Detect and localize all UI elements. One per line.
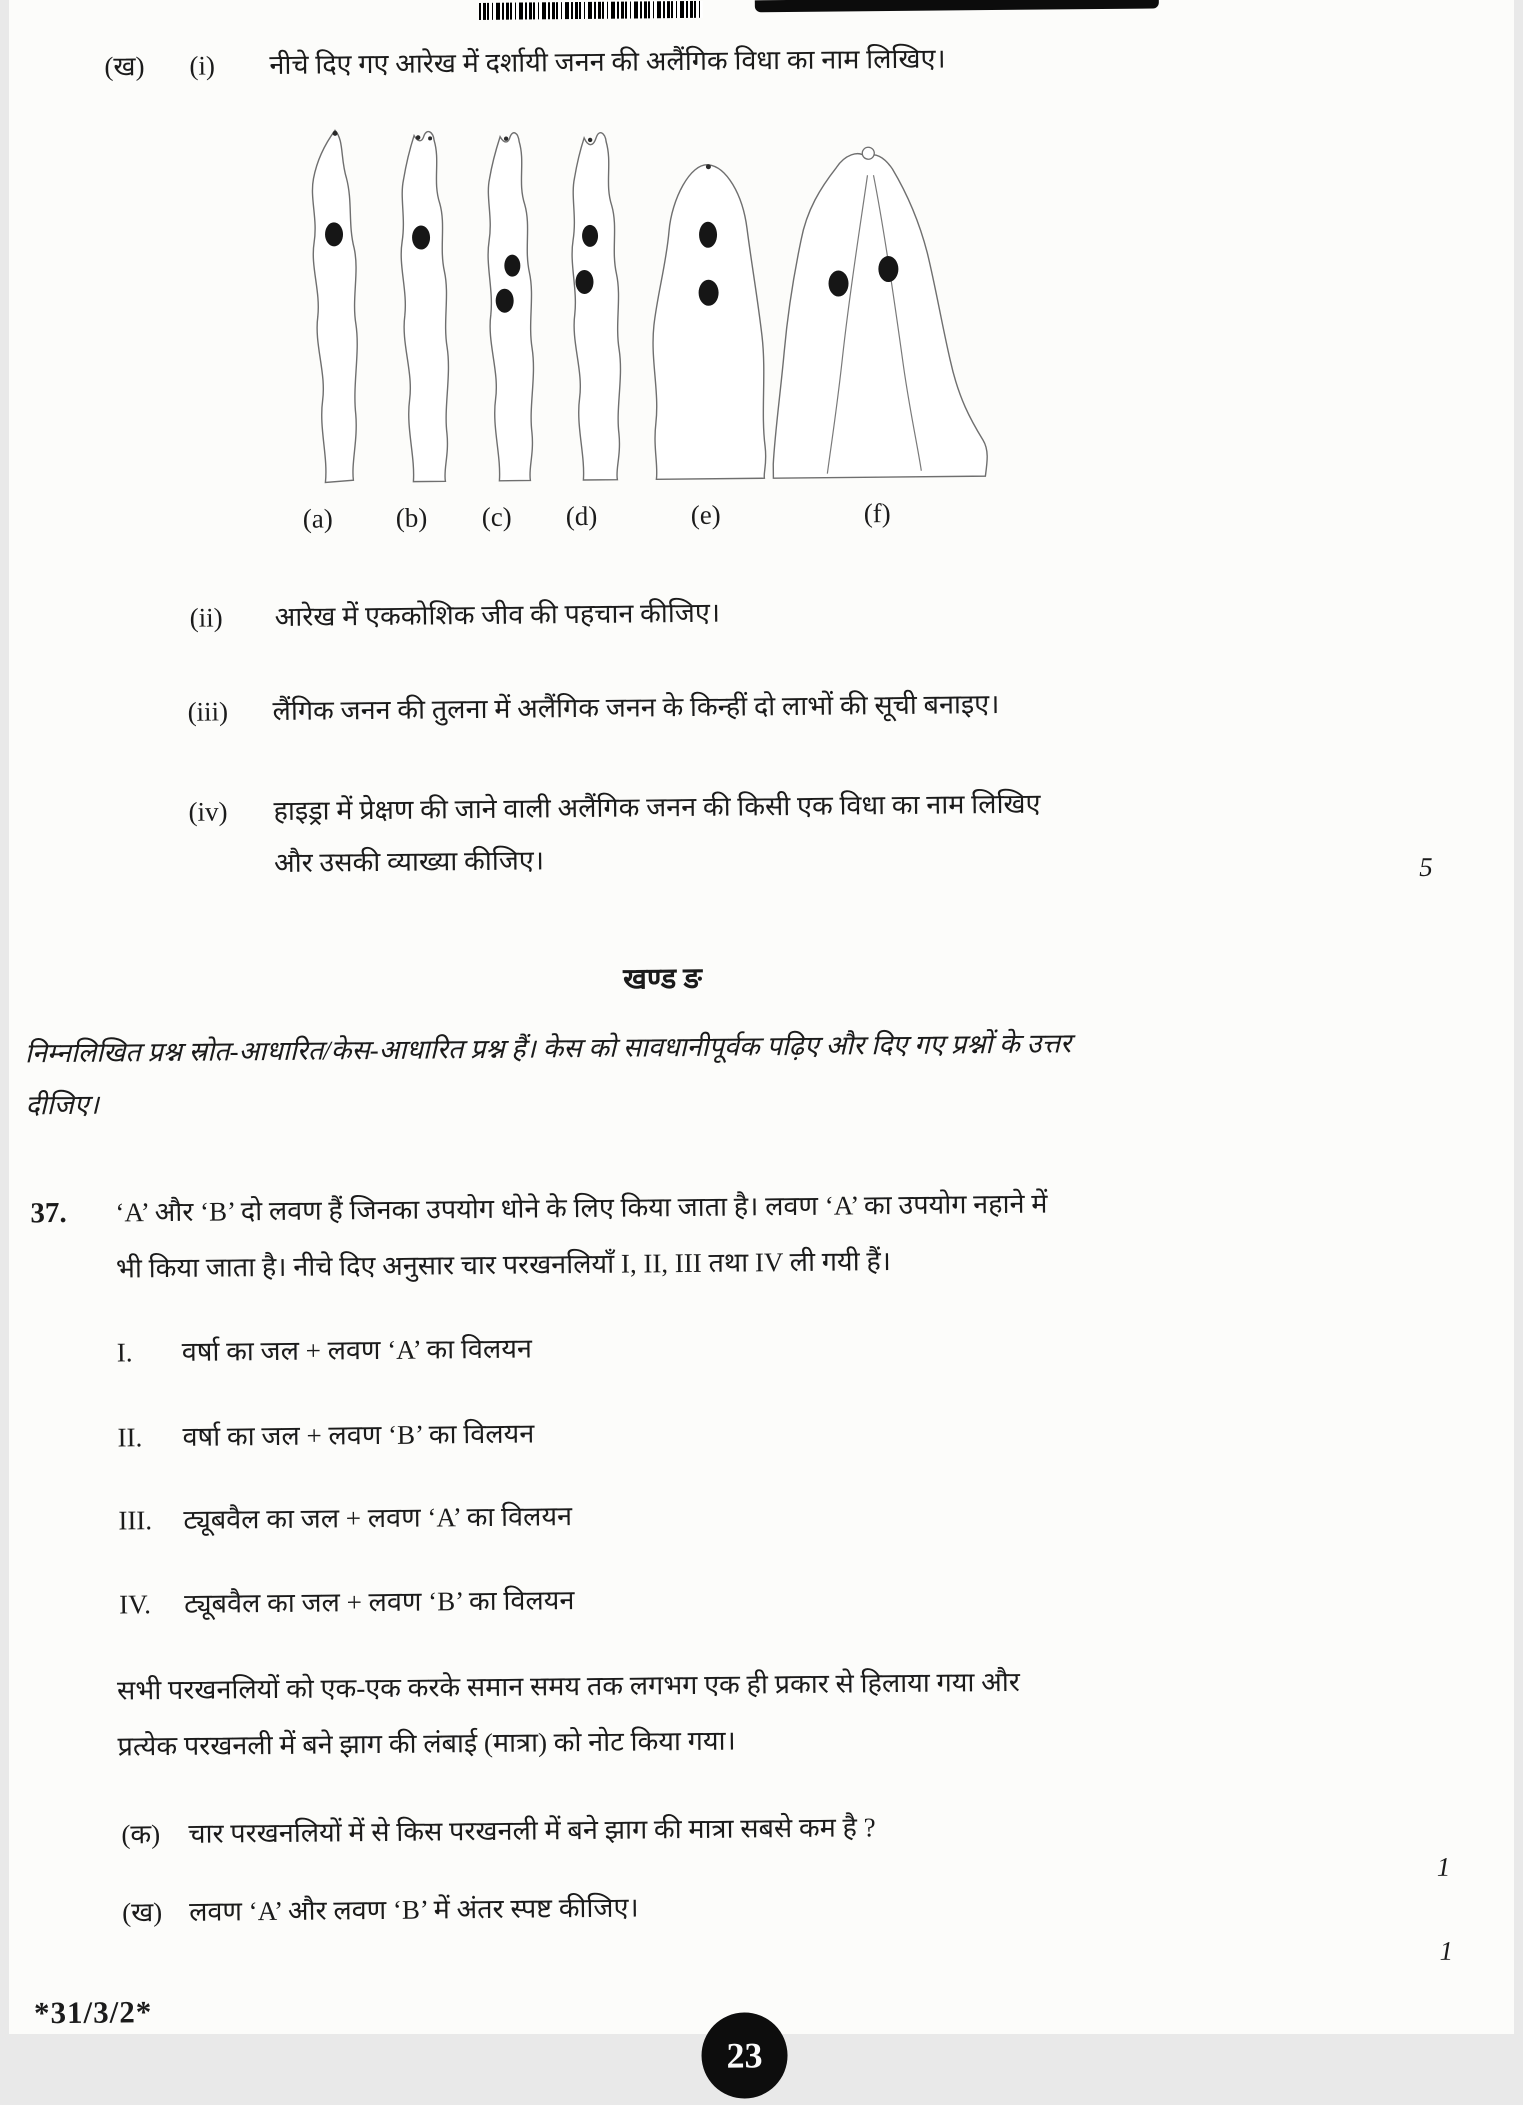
sub-kha-number: (ख) [121, 1897, 163, 1928]
part-iv-text-line2: और उसकी व्याख्या कीजिए। [273, 845, 545, 878]
figure-label-c: (c) [481, 501, 512, 532]
sub-ka-text: चार परखनलियों में से किस परखनली में बने झाग की मात्रा सबसे कम है ? [188, 1812, 876, 1849]
asexual-reproduction-figure [270, 110, 1019, 489]
figure-label-e: (e) [690, 499, 721, 530]
organism-stage-a [312, 130, 359, 482]
page-number-badge [701, 2012, 788, 2099]
tube-ii-text: वर्षा का जल + लवण ‘B’ का विलयन [182, 1418, 535, 1452]
section-heading: खण्ड ङ [623, 962, 703, 996]
section-intro-line1: निम्नलिखित प्रश्न स्रोत-आधारित/केस-आधारित प्रश्न हैं। केस को सावधानीपूर्वक पढ़िए और दिए गए प्रश्नों के उत्तर [24, 1028, 1072, 1069]
part-iv-text-line1: हाइड्रा में प्रेक्षण की जाने वाली अलैंगिक जनन की किसी एक विधा का नाम लिखिए [273, 788, 1041, 826]
tube-iv-number: IV. [119, 1589, 152, 1620]
sub-ka-number: (क) [121, 1819, 161, 1850]
part-iii-text: लैंगिक जनन की तुलना में अलैंगिक जनन के किन्हीं दो लाभों की सूची बनाइए। [272, 688, 1000, 726]
sub-kha-text: लवण ‘A’ और लवण ‘B’ में अंतर स्पष्ट कीजिए। [188, 1892, 639, 1927]
part-b-label: (ख) [104, 51, 145, 82]
part-i-text: नीचे दिए गए आरेख में दर्शायी जनन की अलैंगिक विधा का नाम लिखिए। [269, 43, 946, 80]
q37-note-line2: प्रत्येक परखनली में बने झाग की लंबाई (मात्रा) को नोट किया गया। [117, 1725, 736, 1762]
barcode [479, 1, 703, 20]
scanned-sheet [1, 0, 1523, 2076]
organism-stage-f [770, 146, 987, 478]
section-intro-line2: दीजिए। [25, 1089, 100, 1121]
organism-stage-c [487, 133, 535, 481]
exam-scan-page [9, 0, 1514, 2076]
organism-stage-b [400, 131, 450, 481]
q37-intro-line1: ‘A’ और ‘B’ दो लवण हैं जिनका उपयोग धोने के लिए किया जाता है। लवण ‘A’ का उपयोग नहाने में [115, 1188, 1048, 1228]
q37-intro-line2: भी किया जाता है। नीचे दिए अनुसार चार परखनलियाँ I, II, III तथा IV ली गयी हैं। [115, 1246, 892, 1284]
part-iv-number: (iv) [188, 796, 228, 827]
figure-label-d: (d) [565, 500, 598, 532]
page-number: 23 [726, 2035, 763, 2076]
tube-i-text: वर्षा का जल + लवण ‘A’ का विलयन [181, 1333, 533, 1367]
q37-note-line1: सभी परखनलियों को एक-एक करके समान समय तक लगभग एक ही प्रकार से हिलाया गया और [116, 1666, 1020, 1706]
paper-code: *31/3/2* [33, 1994, 153, 2031]
part-iii-number: (iii) [187, 696, 229, 727]
part-ii-number: (ii) [189, 602, 223, 633]
tube-iv-text: ट्यूबवैल का जल + लवण ‘B’ का विलयन [184, 1585, 575, 1619]
sub-kha-marks: 1 [1439, 1935, 1454, 1966]
scan-black-strip [755, 0, 1159, 12]
part-i-number: (i) [189, 50, 216, 81]
figure-label-a: (a) [302, 503, 333, 534]
marks-5: 5 [1419, 851, 1433, 882]
tube-iii-number: III. [118, 1505, 153, 1536]
tube-ii-number: II. [117, 1422, 143, 1453]
organism-stage-e [651, 164, 766, 480]
part-ii-text: आरेख में एककोशिक जीव की पहचान कीजिए। [274, 597, 721, 632]
figure-label-f: (f) [863, 498, 891, 529]
tube-iii-text: ट्यूबवैल का जल + लवण ‘A’ का विलयन [183, 1501, 573, 1535]
sub-ka-marks: 1 [1436, 1851, 1451, 1882]
tube-i-number: I. [116, 1337, 133, 1368]
figure-label-b: (b) [395, 502, 428, 533]
organism-stage-d [571, 133, 622, 481]
q37-number: 37. [30, 1196, 67, 1230]
